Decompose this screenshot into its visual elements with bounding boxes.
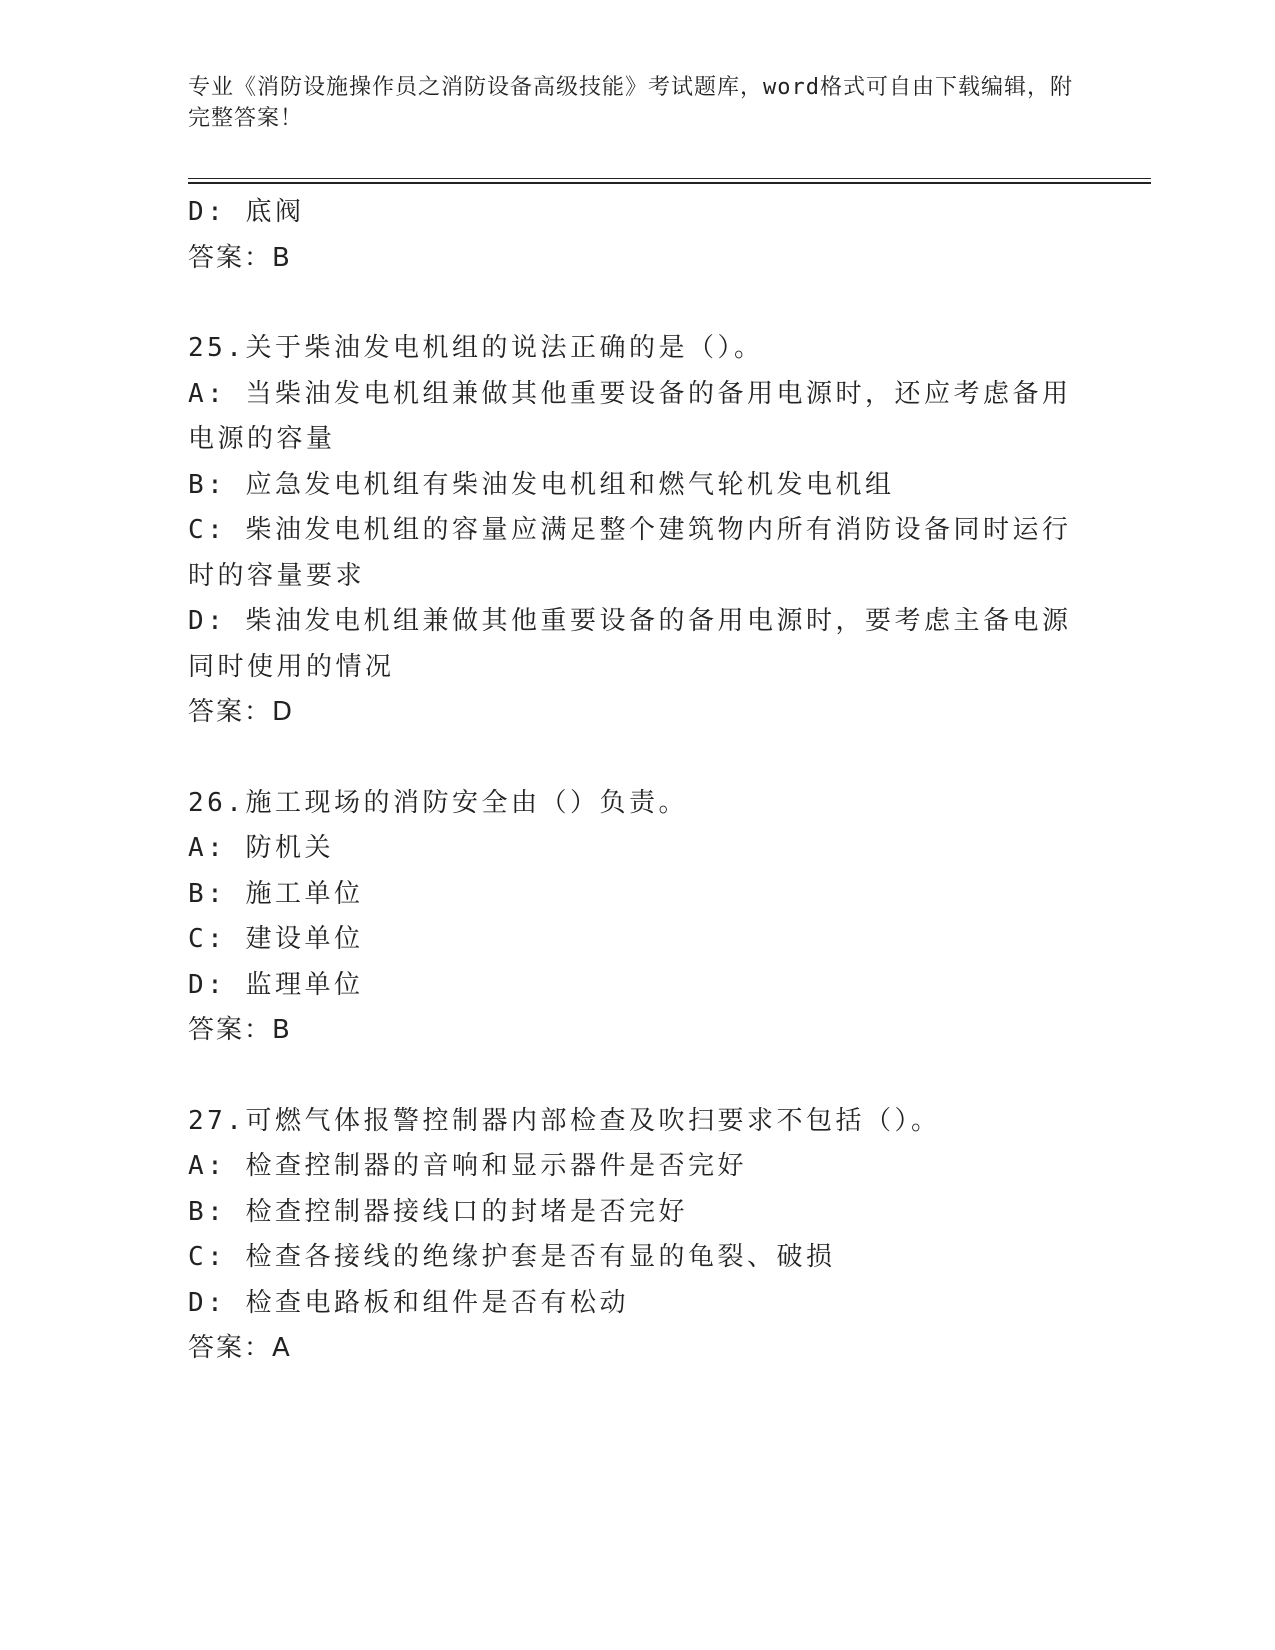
question-block-27 <box>188 1099 1088 1372</box>
question-content <box>188 190 1088 1372</box>
option-b: B: 应急发电机组有柴油发电机组和燃气轮机发电机组 <box>188 469 895 500</box>
option-a: A: 检查控制器的音响和显示器件是否完好 <box>188 1151 747 1181</box>
prev-option-d: D: 底阀 <box>188 197 305 227</box>
option-d: D: 柴油发电机组兼做其他重要设备的备用电源时，要考虑主备电源同时使用的情况 <box>188 606 1072 682</box>
answer: 答案：D <box>188 697 295 727</box>
spacer <box>188 736 1088 781</box>
spacer <box>188 1054 1088 1099</box>
answer: 答案：A <box>188 1333 292 1363</box>
answer: 答案：B <box>188 1015 292 1045</box>
header-divider-thin <box>188 178 1151 179</box>
question-text: 27.可燃气体报警控制器内部检查及吹扫要求不包括（）。 <box>188 1105 941 1136</box>
option-b: B: 检查控制器接线口的封堵是否完好 <box>188 1196 688 1227</box>
option-a: A: 防机关 <box>188 833 334 863</box>
option-d: D: 监理单位 <box>188 969 364 1000</box>
option-c: C: 柴油发电机组的容量应满足整个建筑物内所有消防设备同时运行时的容量要求 <box>188 515 1072 591</box>
option-a: A: 当柴油发电机组兼做其他重要设备的备用电源时，还应考虑备用电源的容量 <box>188 378 1072 454</box>
question-text: 25.关于柴油发电机组的说法正确的是（）。 <box>188 333 764 363</box>
question-block-26 <box>188 781 1088 1054</box>
option-c: C: 建设单位 <box>188 924 364 954</box>
document-header: 专业《消防设施操作员之消防设备高级技能》考试题库，word格式可自由下载编辑，附完整答案！ <box>188 75 1073 131</box>
header-divider-thick <box>188 182 1151 184</box>
spacer <box>188 281 1088 326</box>
option-c: C: 检查各接线的绝缘护套是否有显的龟裂、破损 <box>188 1242 836 1272</box>
prev-answer: 答案：B <box>188 242 292 273</box>
option-b: B: 施工单位 <box>188 878 364 909</box>
question-block-25 <box>188 326 1088 736</box>
option-d: D: 检查电路板和组件是否有松动 <box>188 1287 629 1318</box>
question-text: 26.施工现场的消防安全由（）负责。 <box>188 787 688 818</box>
